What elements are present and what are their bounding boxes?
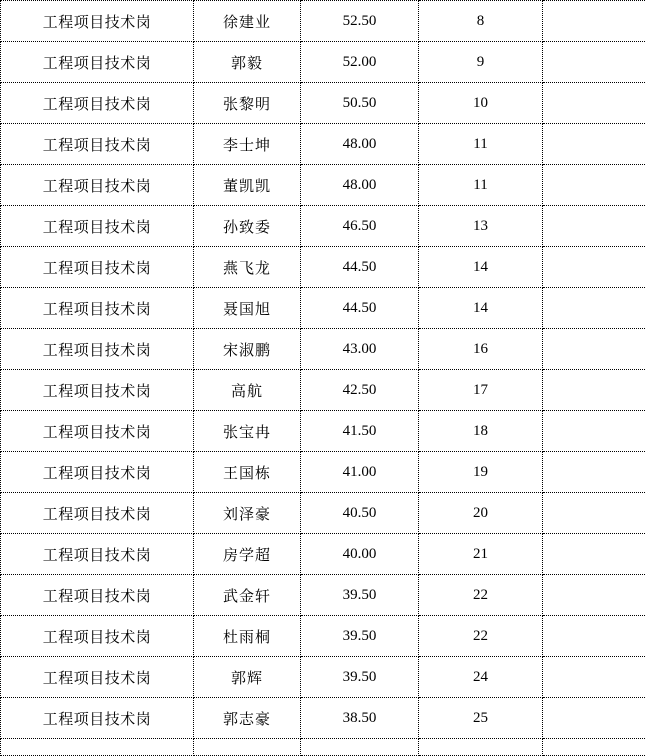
table-row — [1, 411, 646, 452]
cell-rank: 9 — [419, 42, 543, 83]
cell-score: 44.50 — [301, 247, 419, 288]
cell-position: 工程项目技术岗 — [1, 165, 194, 206]
table-row — [1, 657, 646, 698]
cell-name: 张黎明 — [194, 83, 301, 124]
cell-name: 刘泽豪 — [194, 493, 301, 534]
cell-name: 武金轩 — [194, 575, 301, 616]
cell-rank: 11 — [419, 124, 543, 165]
cell-score: 41.50 — [301, 411, 419, 452]
cell-name: 房学超 — [194, 534, 301, 575]
cell-note — [543, 657, 646, 698]
cell-position — [1, 739, 194, 756]
cell-note — [543, 493, 646, 534]
cell-note — [543, 288, 646, 329]
cell-position: 工程项目技术岗 — [1, 247, 194, 288]
table-row — [1, 370, 646, 411]
cell-name: 宋淑鹏 — [194, 329, 301, 370]
table-row — [1, 329, 646, 370]
cell-position: 工程项目技术岗 — [1, 493, 194, 534]
cell-score: 40.50 — [301, 493, 419, 534]
table-row — [1, 124, 646, 165]
cell-rank: 17 — [419, 370, 543, 411]
cell-score: 43.00 — [301, 329, 419, 370]
cell-rank: 21 — [419, 534, 543, 575]
table-row — [1, 698, 646, 739]
cell-position: 工程项目技术岗 — [1, 616, 194, 657]
table-row — [1, 83, 646, 124]
table-row — [1, 452, 646, 493]
cell-rank: 22 — [419, 575, 543, 616]
cell-position: 工程项目技术岗 — [1, 42, 194, 83]
cell-position: 工程项目技术岗 — [1, 124, 194, 165]
cell-score: 48.00 — [301, 165, 419, 206]
table-row-partial — [1, 739, 646, 756]
cell-name: 郭毅 — [194, 42, 301, 83]
cell-rank: 13 — [419, 206, 543, 247]
table-row — [1, 247, 646, 288]
cell-note — [543, 329, 646, 370]
cell-rank: 20 — [419, 493, 543, 534]
cell-position: 工程项目技术岗 — [1, 698, 194, 739]
cell-note — [543, 124, 646, 165]
cell-note — [543, 534, 646, 575]
cell-rank: 25 — [419, 698, 543, 739]
cell-score: 38.50 — [301, 698, 419, 739]
cell-note — [543, 575, 646, 616]
cell-note — [543, 165, 646, 206]
cell-score: 50.50 — [301, 83, 419, 124]
cell-note — [543, 83, 646, 124]
cell-note — [543, 739, 646, 756]
cell-position: 工程项目技术岗 — [1, 575, 194, 616]
cell-rank: 24 — [419, 657, 543, 698]
cell-name — [194, 739, 301, 756]
cell-name: 燕飞龙 — [194, 247, 301, 288]
cell-note — [543, 452, 646, 493]
cell-note — [543, 1, 646, 42]
cell-rank: 22 — [419, 616, 543, 657]
cell-rank: 16 — [419, 329, 543, 370]
cell-name: 聂国旭 — [194, 288, 301, 329]
cell-note — [543, 698, 646, 739]
cell-note — [543, 42, 646, 83]
cell-name: 徐建业 — [194, 1, 301, 42]
cell-rank: 18 — [419, 411, 543, 452]
table-row — [1, 288, 646, 329]
table-row — [1, 165, 646, 206]
cell-name: 郭辉 — [194, 657, 301, 698]
cell-score: 46.50 — [301, 206, 419, 247]
cell-name: 王国栋 — [194, 452, 301, 493]
cell-score: 52.50 — [301, 1, 419, 42]
cell-name: 李士坤 — [194, 124, 301, 165]
cell-position: 工程项目技术岗 — [1, 411, 194, 452]
table-row — [1, 534, 646, 575]
cell-note — [543, 616, 646, 657]
cell-rank: 14 — [419, 247, 543, 288]
table-row — [1, 206, 646, 247]
cell-note — [543, 247, 646, 288]
cell-position: 工程项目技术岗 — [1, 370, 194, 411]
cell-score: 48.00 — [301, 124, 419, 165]
cell-name: 董凯凯 — [194, 165, 301, 206]
cell-score: 52.00 — [301, 42, 419, 83]
cell-score: 42.50 — [301, 370, 419, 411]
cell-note — [543, 411, 646, 452]
cell-rank — [419, 739, 543, 756]
cell-note — [543, 370, 646, 411]
cell-rank: 14 — [419, 288, 543, 329]
cell-position: 工程项目技术岗 — [1, 1, 194, 42]
table-row — [1, 575, 646, 616]
cell-name: 孙致委 — [194, 206, 301, 247]
cell-score: 41.00 — [301, 452, 419, 493]
table-row — [1, 493, 646, 534]
cell-score: 39.50 — [301, 616, 419, 657]
table-row — [1, 1, 646, 42]
cell-score: 39.50 — [301, 575, 419, 616]
cell-rank: 11 — [419, 165, 543, 206]
cell-name: 杜雨桐 — [194, 616, 301, 657]
cell-rank: 8 — [419, 1, 543, 42]
cell-position: 工程项目技术岗 — [1, 288, 194, 329]
cell-name: 郭志豪 — [194, 698, 301, 739]
cell-position: 工程项目技术岗 — [1, 657, 194, 698]
cell-position: 工程项目技术岗 — [1, 452, 194, 493]
cell-name: 张宝冉 — [194, 411, 301, 452]
cell-score: 40.00 — [301, 534, 419, 575]
cell-score: 44.50 — [301, 288, 419, 329]
cell-name: 高航 — [194, 370, 301, 411]
cell-position: 工程项目技术岗 — [1, 329, 194, 370]
cell-rank: 10 — [419, 83, 543, 124]
cell-position: 工程项目技术岗 — [1, 83, 194, 124]
table-body — [1, 1, 646, 756]
cell-position: 工程项目技术岗 — [1, 206, 194, 247]
cell-score — [301, 739, 419, 756]
table-row — [1, 42, 646, 83]
cell-position: 工程项目技术岗 — [1, 534, 194, 575]
table-row — [1, 616, 646, 657]
cell-note — [543, 206, 646, 247]
cell-score: 39.50 — [301, 657, 419, 698]
cell-rank: 19 — [419, 452, 543, 493]
